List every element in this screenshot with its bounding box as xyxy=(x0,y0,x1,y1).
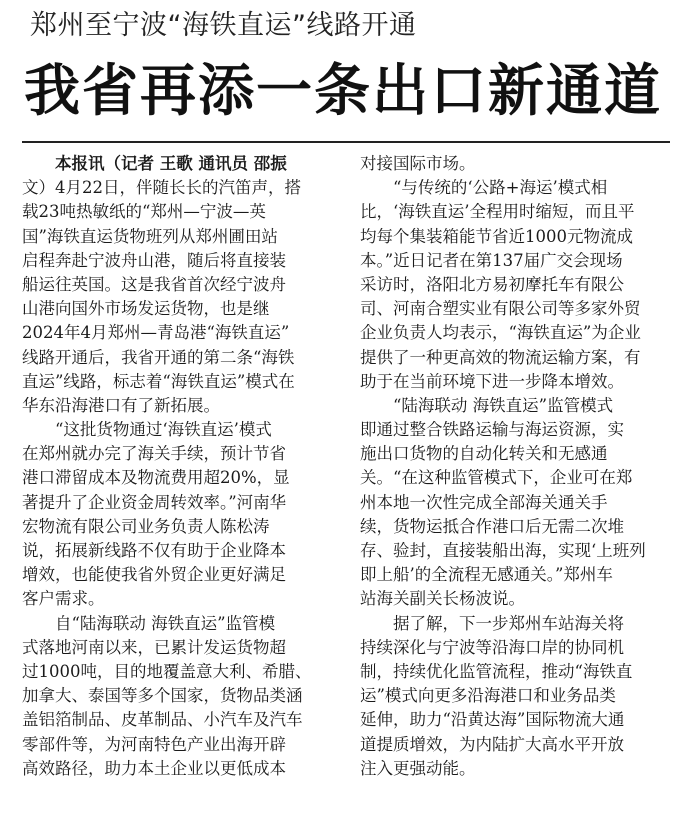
article-text-line: 道提质增效，为内陆扩大高水平开放 xyxy=(360,734,624,754)
article-headline: 我省再添一条出口新通道 xyxy=(24,59,662,124)
article-subheading: 郑州至宁波“海铁直运”线路开通 xyxy=(30,10,417,41)
article-text-line: 均每个集装箱能节省近1000元物流成 xyxy=(360,226,633,246)
article-text-line: 直运”线路，标志着“海铁直运”模式在 xyxy=(22,371,295,391)
article-text-line: 施出口货物的自动化转关和无感通 xyxy=(360,444,608,464)
headline-divider xyxy=(22,141,670,143)
article-text-line: 港口滞留成本及物流费用超20%，显 xyxy=(22,468,290,488)
article-text-line: 增效，也能使我省外贸企业更好满足 xyxy=(22,565,286,585)
article-text-line: 过1000吨，目的地覆盖意大利、希腊、 xyxy=(22,661,312,681)
article-text-line: 高效路径，助力本土企业以更低成本 xyxy=(22,758,286,778)
article-text-line: 宏物流有限公司业务负责人陈松涛 xyxy=(22,516,270,536)
article-text-line: 2024年4月郑州—青岛港“海铁直运” xyxy=(22,323,290,343)
article-text-line: 启程奔赴宁波舟山港，随后将直接装 xyxy=(22,250,286,270)
article-text-line: 华东沿海港口有了新拓展。 xyxy=(22,395,220,415)
article-text-line: 船运往英国。这是我省首次经宁波舟 xyxy=(22,274,286,294)
article-text-line: 本。”近日记者在第137届广交会现场 xyxy=(360,250,623,270)
article-column-right xyxy=(360,152,678,822)
article-text-line: 采访时，洛阳北方易初摩托车有限公 xyxy=(360,274,624,294)
article-text-line: 企业负责人均表示，“海铁直运”为企业 xyxy=(360,323,641,343)
article-text-line: 关。“在这种监管模式下，企业可在郑 xyxy=(360,468,633,488)
article-column-left xyxy=(22,152,340,822)
article-text-line: 式落地河南以来，已累计发运货物超 xyxy=(22,637,286,657)
article-text-line: “与传统的‘公路+海运’模式相 xyxy=(360,178,608,198)
article-text-line: 国”海铁直运货物班列从郑州圃田站 xyxy=(22,226,278,246)
article-text-line: 州本地一次性完成全部海关通关手 xyxy=(360,492,608,512)
article-text-line: 文）4月22日，伴随长长的汽笛声，搭 xyxy=(22,178,301,198)
article-text-line: 延伸，助力“沿黄达海”国际物流大通 xyxy=(360,710,625,730)
article-text-line: 司、河南合塑实业有限公司等多家外贸 xyxy=(360,299,641,319)
article-text-line: 著提升了企业资金周转效率。”河南华 xyxy=(22,492,287,512)
article-text-line: 说，拓展新线路不仅有助于企业降本 xyxy=(22,541,286,560)
article-text-line: 山港向国外市场发运货物，也是继 xyxy=(22,299,270,319)
article-text-line: 注入更强动能。 xyxy=(360,758,476,778)
article-text-line: 盖铝箔制品、皮革制品、小汽车及汽车 xyxy=(22,710,303,730)
article-text-line: 自“陆海联动 海铁直运”监管模 xyxy=(22,613,276,633)
article-text-line: 载23吨热敏纸的“郑州—宁波—英 xyxy=(22,202,266,222)
article-text-line: 加拿大、泰国等多个国家，货物品类涵 xyxy=(22,686,303,706)
article-text-line: 比，‘海铁直运’全程用时缩短，而且平 xyxy=(360,202,635,222)
article-text-line: 存、验封，直接装船出海，实现‘上班列 xyxy=(360,541,646,560)
article-text-line: 本报讯（记者 王歌 通讯员 邵振 xyxy=(22,154,287,173)
article-text-line: 制，持续优化监管流程，推动“海铁直 xyxy=(360,661,633,681)
article-text-line: 持续深化与宁波等沿海口岸的协同机 xyxy=(360,637,624,657)
article-text-line: 零部件等，为河南特色产业出海开辟 xyxy=(22,734,286,754)
article-text-line: “这批货物通过‘海铁直运’模式 xyxy=(22,420,272,440)
article-text-line: 对接国际市场。 xyxy=(360,154,476,173)
article-text-line: 在郑州就办完了海关手续，预计节省 xyxy=(22,444,286,464)
article-text-line: 助于在当前环境下进一步降本增效。 xyxy=(360,371,624,391)
article-text-line: 运”模式向更多沿海港口和业务品类 xyxy=(360,686,616,706)
article-text-line: 即上船’的全流程无感通关。”郑州车 xyxy=(360,565,613,585)
article-text-line: 线路开通后，我省开通的第二条“海铁 xyxy=(22,347,295,367)
article-text-line: 续，货物运抵合作港口后无需二次堆 xyxy=(360,516,624,536)
article-text-line: 站海关副关长杨波说。 xyxy=(360,589,525,609)
article-text-line: 即通过整合铁路运输与海运资源，实 xyxy=(360,420,624,440)
article-text-line: 客户需求。 xyxy=(22,589,105,609)
article-text-line: “陆海联动 海铁直运”监管模式 xyxy=(360,395,614,415)
article-text-line: 提供了一种更高效的物流运输方案，有 xyxy=(360,347,641,367)
article-text-line: 据了解，下一步郑州车站海关将 xyxy=(360,613,624,633)
